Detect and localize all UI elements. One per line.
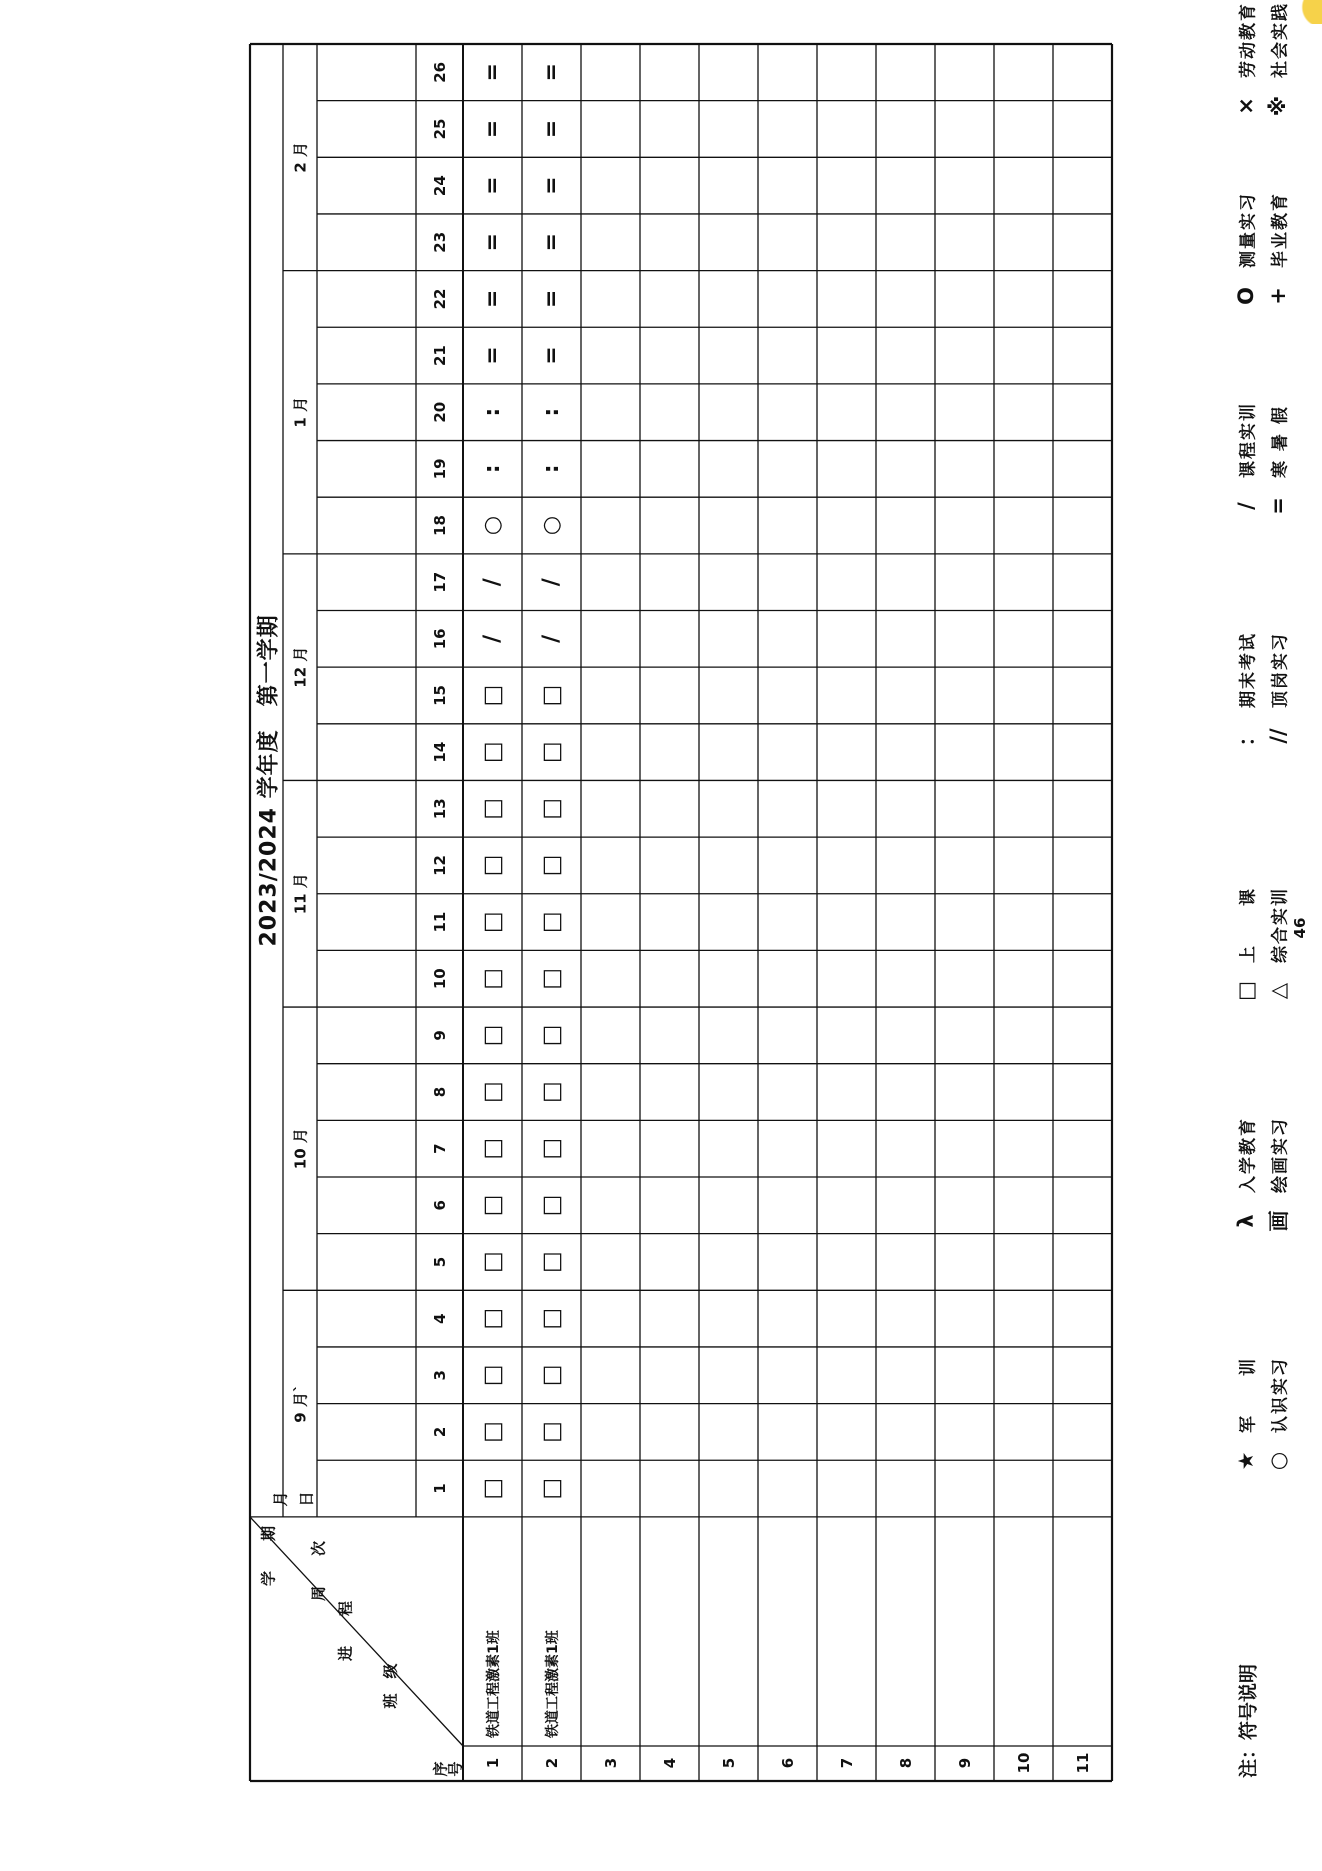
final-exam-mark: : [479, 407, 505, 417]
class-session-mark: □ [538, 1081, 564, 1103]
legend-label: 期末考试 [1238, 632, 1259, 708]
vacation-mark: = [479, 119, 505, 139]
legend-symbol: ： [1235, 725, 1259, 747]
course-training-mark: / [479, 578, 505, 587]
corner-day-label: 日 [297, 1491, 316, 1507]
legend-symbol: + [1266, 287, 1290, 305]
week-number: 5 [430, 1256, 449, 1268]
class-session-mark: □ [479, 1137, 505, 1160]
week-number: 3 [430, 1370, 449, 1381]
week-number: 13 [430, 798, 449, 820]
class-session-mark: □ [479, 1251, 505, 1273]
row-number: 5 [719, 1757, 738, 1769]
week-number: 1 [430, 1483, 449, 1494]
corner-seq-label: 序 [431, 1761, 450, 1777]
month-label: 9 月` [291, 1384, 310, 1423]
class-session-mark: □ [538, 1477, 564, 1500]
legend-label: 认识实习 [1270, 1357, 1291, 1433]
class-session-mark: □ [538, 967, 564, 990]
legend-symbol: ※ [1266, 95, 1290, 117]
legend-symbol: / [1234, 502, 1258, 510]
week-number: 20 [430, 401, 449, 423]
class-session-mark: □ [538, 1421, 564, 1443]
class-session-mark: □ [538, 797, 564, 820]
class-session-mark: □ [538, 1194, 564, 1217]
week-number: 4 [430, 1313, 449, 1324]
vacation-mark: = [538, 289, 564, 309]
legend-symbol: = [1266, 497, 1290, 515]
class-session-mark: □ [479, 1307, 505, 1330]
legend-symbol: λ [1234, 1214, 1258, 1228]
survey-practice-mark: ○ [538, 515, 564, 536]
week-number: 17 [430, 571, 449, 593]
corner-class-label: 班 级 [381, 1663, 400, 1709]
week-number: 26 [430, 61, 449, 83]
class-session-mark: □ [538, 741, 564, 763]
week-number: 23 [430, 231, 449, 253]
class-session-mark: □ [479, 741, 505, 763]
vacation-mark: = [538, 176, 564, 195]
course-training-mark: / [479, 634, 505, 643]
row-number: 9 [955, 1757, 974, 1769]
legend-symbol: O [1234, 287, 1258, 305]
class-session-mark: □ [479, 854, 505, 877]
class-session-mark: □ [538, 1137, 564, 1160]
row-number: 1 [483, 1757, 502, 1769]
vacation-mark: = [538, 233, 564, 252]
class-session-mark: □ [538, 684, 564, 707]
legend-label: 绘画实习 [1270, 1117, 1291, 1193]
class-session-mark: □ [479, 1421, 505, 1443]
week-number: 15 [430, 685, 449, 706]
legend-symbol: × [1234, 97, 1258, 115]
week-number: 19 [430, 458, 449, 480]
week-number: 16 [430, 628, 449, 650]
week-number: 11 [430, 911, 449, 933]
legend-symbol: ○ [1266, 1451, 1290, 1471]
legend-label: 上 课 [1238, 887, 1259, 963]
row-number: 11 [1073, 1752, 1092, 1774]
page-number: 46 [1291, 917, 1309, 939]
legend-label: 入学教育 [1238, 1117, 1259, 1193]
course-training-mark: / [538, 634, 564, 643]
vacation-mark: = [479, 346, 505, 365]
week-number: 8 [430, 1086, 449, 1098]
semester-title: 2023/2024 学年度 第一学期 [256, 614, 281, 947]
week-number: 24 [430, 175, 449, 197]
class-session-mark: □ [538, 1307, 564, 1330]
legend-symbol: 画 [1267, 1210, 1291, 1232]
legend-symbol: ★ [1234, 1451, 1258, 1471]
row-number: 7 [837, 1757, 856, 1769]
week-number: 18 [430, 515, 449, 536]
week-number: 22 [430, 288, 449, 310]
vacation-mark: = [538, 63, 564, 82]
class-session-mark: □ [479, 797, 505, 820]
legend-label: 顶岗实习 [1270, 632, 1291, 708]
class-session-mark: □ [479, 1477, 505, 1500]
class-session-mark: □ [538, 911, 564, 933]
month-label: 2 月 [291, 141, 310, 173]
final-exam-mark: : [479, 464, 505, 474]
class-session-mark: □ [479, 1081, 505, 1103]
class-session-mark: □ [479, 1024, 505, 1047]
legend-label: 军 训 [1238, 1357, 1259, 1433]
corner-term-label: 学 期 [259, 1525, 278, 1587]
week-number: 25 [430, 118, 449, 140]
week-number: 14 [430, 741, 449, 763]
course-training-mark: / [538, 578, 564, 587]
corner-month-label: 月 [271, 1491, 290, 1507]
week-number: 7 [430, 1143, 449, 1154]
class-session-mark: □ [538, 1024, 564, 1047]
row-number: 4 [660, 1757, 679, 1769]
vacation-mark: = [479, 63, 505, 82]
final-exam-mark: : [538, 407, 564, 417]
legend-label: 毕业教育 [1270, 192, 1291, 268]
week-number: 2 [430, 1426, 449, 1438]
survey-practice-mark: ○ [479, 515, 505, 536]
month-label: 12 月 [291, 646, 310, 688]
vacation-mark: = [538, 119, 564, 139]
vacation-mark: = [479, 289, 505, 309]
class-session-mark: □ [479, 967, 505, 990]
class-session-mark: □ [538, 1251, 564, 1273]
legend-heading: 注：符号说明 [1237, 1663, 1260, 1779]
class-session-mark: □ [479, 684, 505, 707]
legend-label: 寒 暑 假 [1270, 405, 1291, 478]
legend-label: 社会实践 [1270, 2, 1291, 78]
vacation-mark: = [538, 346, 564, 365]
legend-symbol: // [1266, 728, 1290, 744]
week-number: 21 [430, 345, 449, 367]
legend-label: 综合实训 [1270, 887, 1291, 963]
row-number: 2 [542, 1757, 561, 1769]
row-number: 6 [778, 1757, 797, 1769]
class-session-mark: □ [479, 1194, 505, 1217]
row-number: 8 [896, 1757, 915, 1769]
final-exam-mark: : [538, 464, 564, 474]
week-number: 9 [430, 1030, 449, 1041]
vacation-mark: = [479, 233, 505, 252]
month-label: 11 月 [291, 873, 310, 915]
legend-label: 课程实训 [1238, 402, 1259, 478]
class-session-mark: □ [538, 854, 564, 877]
class-session-mark: □ [538, 1364, 564, 1387]
row-number: 3 [601, 1757, 620, 1769]
class-session-mark: □ [479, 911, 505, 933]
legend-symbol: △ [1266, 982, 1290, 1000]
vacation-mark: = [479, 176, 505, 195]
week-number: 12 [430, 855, 449, 876]
corner-seq-label: 号 [446, 1761, 465, 1777]
class-name: 铁道工程激素1班 [485, 1630, 502, 1738]
corner-progress-label: 进 程 [336, 1600, 355, 1662]
legend-label: 劳动教育 [1238, 2, 1259, 78]
legend-symbol: □ [1234, 981, 1258, 1001]
class-session-mark: □ [479, 1364, 505, 1387]
legend-label: 测量实习 [1238, 192, 1259, 268]
row-number: 10 [1014, 1752, 1033, 1774]
week-number: 10 [430, 968, 449, 990]
week-number: 6 [430, 1200, 449, 1211]
month-label: 1 月 [291, 396, 310, 428]
class-name: 铁道工程激素1班 [544, 1630, 561, 1738]
month-label: 10 月 [291, 1128, 310, 1170]
corner-week-label: 周 次 [309, 1540, 328, 1602]
